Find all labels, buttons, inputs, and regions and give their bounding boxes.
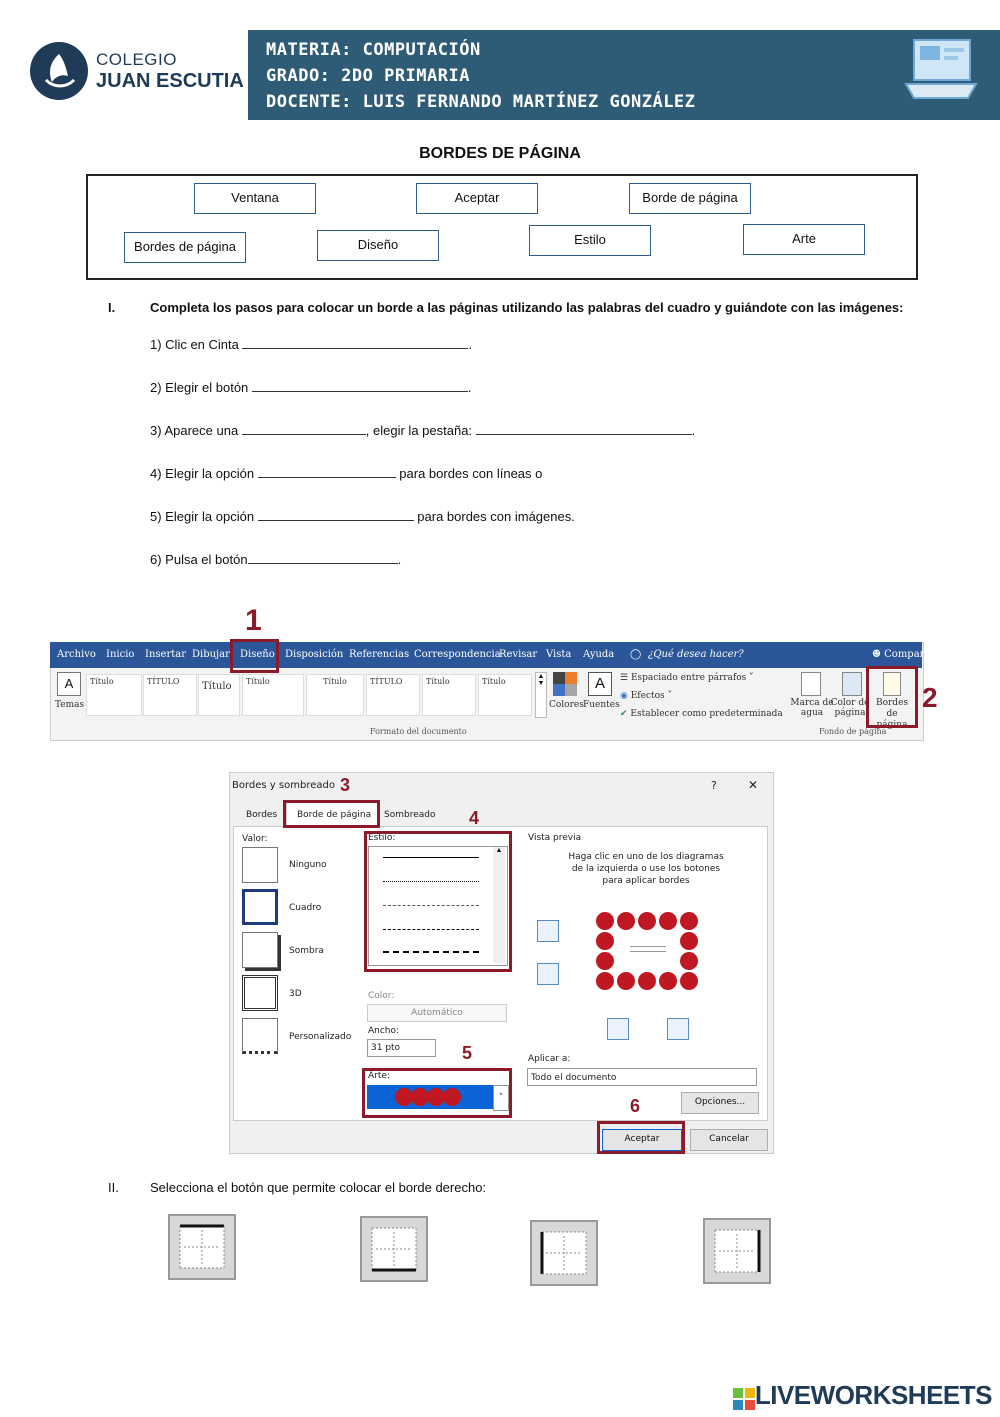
step-6-end: .: [397, 552, 402, 567]
callout-1: 1: [245, 604, 262, 637]
ribbon-tab-disposicion[interactable]: Disposición: [285, 649, 344, 660]
share-label: Compartir: [884, 649, 937, 660]
accept-highlight: [597, 1121, 685, 1154]
step-3-blank-b[interactable]: [476, 422, 692, 435]
answer-top-border[interactable]: [168, 1214, 236, 1280]
style-thumb-6[interactable]: [366, 674, 420, 716]
word-aceptar: Aceptar: [416, 183, 538, 214]
thumb-title-4: Título: [246, 677, 270, 686]
style-thumb-5[interactable]: [306, 674, 364, 716]
setting-box-icon[interactable]: [242, 889, 278, 925]
callout-3: 3: [340, 775, 351, 795]
word-borde-de-pagina: Borde de página: [629, 183, 751, 214]
step-4-blank[interactable]: [258, 465, 396, 478]
style-thumb-1[interactable]: [86, 674, 142, 716]
step-1-end: .: [468, 337, 473, 352]
tab-borde-de-pagina[interactable]: Borde de página: [297, 810, 372, 820]
lw-grid-icon: [733, 1386, 755, 1408]
page-borders-highlight: [866, 666, 918, 728]
step-1-text: 1) Clic en Cinta: [150, 337, 243, 352]
step-5-blank[interactable]: [258, 508, 414, 521]
lightbulb-icon: ◯: [630, 649, 642, 660]
style-thumb-3[interactable]: [198, 674, 240, 716]
thumb-title-3: Título: [202, 681, 232, 692]
step-4: [150, 465, 542, 481]
school-logo: [30, 42, 88, 100]
step-6-blank[interactable]: [248, 551, 398, 564]
style-list-highlight: [364, 831, 512, 972]
callout-4: 4: [469, 808, 480, 828]
thumb-title-6: TÍTULO: [370, 677, 403, 686]
liveworksheets-logo: [733, 1380, 992, 1411]
thumb-title-8: Título: [482, 677, 506, 686]
word-diseno: Diseño: [317, 230, 439, 261]
set-default-label: Establecer como predeterminada: [630, 709, 783, 719]
tell-me-search[interactable]: ¿Qué desea hacer?: [648, 649, 744, 660]
document-format-group: Formato del documento: [370, 727, 467, 736]
step-6-text: 6) Pulsa el botón: [150, 552, 248, 567]
step-1-blank[interactable]: [242, 336, 468, 349]
themes-icon: A: [57, 672, 81, 696]
width-value: 31 pto: [371, 1043, 401, 1053]
laptop-icon: [902, 36, 980, 111]
word-bordes-de-pagina: Bordes de página: [124, 232, 246, 263]
watermark-label[interactable]: Marca de agua: [790, 698, 834, 718]
effects-icon: ◉: [620, 691, 628, 701]
art-dropdown-arrow[interactable]: ˅: [493, 1085, 509, 1111]
step-3: [150, 422, 695, 438]
step-3-middle: , elegir la pestaña:: [365, 423, 476, 438]
section-1-instruction: Completa los pasos para colocar un borde a las páginas utilizando las palabras del cuadro y guiándote con las imágenes:: [150, 300, 904, 315]
callout-5: 5: [462, 1043, 473, 1063]
step-1: [150, 336, 472, 352]
check-icon: ✔: [620, 709, 628, 719]
preview-hint: Haga clic en uno de los diagramas de la izquierda o use los botones para aplicar bordes: [568, 852, 724, 886]
diseno-tab-highlight: [230, 639, 279, 673]
word-arte: Arte: [743, 224, 865, 255]
close-icon[interactable]: ✕: [748, 778, 759, 792]
ribbon-tab-dibujar[interactable]: Dibujar: [192, 649, 230, 660]
setting-custom-label: Personalizado: [289, 1032, 352, 1042]
step-4-text: 4) Elegir la opción: [150, 466, 258, 481]
colors-icon: [553, 672, 577, 696]
answer-bottom-border[interactable]: [360, 1216, 428, 1282]
step-3-text: 3) Aparece una: [150, 423, 242, 438]
callout-2: 2: [922, 682, 938, 713]
word-ventana: Ventana: [194, 183, 316, 214]
setting-none-label: Ninguno: [289, 860, 327, 870]
style-label: Estilo:: [368, 833, 396, 843]
colors-label[interactable]: Colores: [549, 700, 584, 710]
setting-box-label: Cuadro: [289, 903, 322, 913]
step-2-text: 2) Elegir el botón: [150, 380, 252, 395]
width-label: Ancho:: [368, 1026, 400, 1036]
setting-shadow-icon[interactable]: [242, 932, 278, 968]
style-scrollbar[interactable]: ▲: [493, 847, 505, 963]
options-button[interactable]: Opciones...: [681, 1092, 759, 1114]
step-3-end: .: [691, 423, 696, 438]
share-button[interactable]: [872, 649, 936, 660]
setting-3d-label: 3D: [289, 989, 302, 999]
ribbon-tab-vista[interactable]: Vista: [546, 649, 572, 660]
word-estilo: Estilo: [529, 225, 651, 256]
step-3-blank-a[interactable]: [242, 422, 366, 435]
dialog-title: Bordes y sombreado: [232, 780, 335, 791]
art-highlight: [362, 1068, 512, 1118]
fonts-label[interactable]: Fuentes: [583, 700, 620, 710]
page-title: BORDES DE PÁGINA: [419, 145, 581, 162]
setting-none-icon[interactable]: [242, 847, 278, 883]
color-select[interactable]: [367, 1004, 507, 1022]
section-2-instruction: Selecciona el botón que permite colocar el borde derecho:: [150, 1180, 487, 1195]
bottom-border-button[interactable]: [537, 963, 559, 985]
step-5-text: 5) Elegir la opción: [150, 509, 258, 524]
set-default[interactable]: [620, 709, 783, 719]
apply-to-label: Aplicar a:: [528, 1054, 571, 1064]
effects-label: Efectos: [630, 691, 665, 701]
lw-brand-text: LIVEWORKSHEETS: [754, 1380, 992, 1410]
setting-custom-icon[interactable]: [242, 1018, 278, 1054]
fonts-icon: A: [588, 672, 612, 696]
answer-left-border[interactable]: [530, 1220, 598, 1286]
apply-to-select[interactable]: [527, 1068, 757, 1086]
step-5-end: para bordes con imágenes.: [413, 509, 575, 524]
themes-label[interactable]: Temas: [55, 700, 85, 710]
spacing-icon: ☰: [620, 673, 629, 683]
step-2: [150, 379, 472, 395]
ribbon-tab-archivo[interactable]: Archivo: [57, 649, 96, 660]
style-thumb-7[interactable]: [422, 674, 476, 716]
teacher-line: DOCENTE: LUIS FERNANDO MARTÍNEZ GONZÁLEZ: [266, 92, 696, 112]
thumb-title-5: Título: [323, 677, 347, 686]
help-icon[interactable]: ?: [711, 779, 717, 792]
page-background-group: Fondo de página: [819, 727, 887, 736]
right-border-button[interactable]: [667, 1018, 689, 1040]
watermark-icon: [801, 672, 821, 696]
section-2-number: II.: [108, 1180, 119, 1195]
effects[interactable]: ◉ Efectos ˅: [620, 691, 673, 701]
style-thumb-4[interactable]: [242, 674, 304, 716]
spacing-label: Espaciado entre párrafos: [630, 673, 747, 683]
preview-label: Vista previa: [528, 833, 582, 843]
page-border-tab-highlight: [283, 800, 380, 828]
style-thumb-2[interactable]: [143, 674, 197, 716]
school-name-top: COLEGIO: [96, 50, 177, 69]
step-2-blank[interactable]: [252, 379, 468, 392]
section-1-number: I.: [108, 300, 116, 315]
page-color-label[interactable]: Color de página: [830, 698, 870, 718]
ribbon-tab-correspondencia[interactable]: Correspondencia: [414, 649, 501, 660]
ribbon-tab-referencias[interactable]: Referencias: [349, 649, 410, 660]
top-border-button[interactable]: [537, 920, 559, 942]
accept-button[interactable]: Aceptar: [602, 1129, 682, 1151]
page-borders-label-2: de página: [876, 709, 908, 730]
ribbon-tab-ayuda[interactable]: Ayuda: [583, 649, 615, 660]
subject-line: MATERIA: COMPUTACIÓN: [266, 40, 481, 60]
ribbon-tab-revisar[interactable]: Revisar: [499, 649, 538, 660]
preview-page: [596, 912, 700, 990]
setting-label: Valor:: [242, 834, 268, 844]
thumb-title-7: Título: [426, 677, 450, 686]
grade-line: GRADO: 2DO PRIMARIA: [266, 66, 470, 86]
setting-3d-icon[interactable]: [242, 975, 278, 1011]
width-spinner[interactable]: [367, 1039, 436, 1057]
step-4-end: para bordes con líneas o: [395, 466, 543, 481]
apply-to-value: Todo el documento: [531, 1073, 617, 1083]
answer-right-border[interactable]: [703, 1218, 771, 1284]
setting-shadow-label: Sombra: [289, 946, 324, 956]
thumb-title-1: Título: [90, 677, 114, 686]
callout-6: 6: [630, 1096, 641, 1116]
tab-bordes[interactable]: Bordes: [246, 810, 278, 820]
ribbon-tab-diseno[interactable]: Diseño: [240, 649, 275, 660]
style-thumb-8[interactable]: [478, 674, 532, 716]
ribbon-tab-inicio[interactable]: Inicio: [106, 649, 135, 660]
page-color-icon: [842, 672, 862, 696]
ribbon-tab-insertar[interactable]: Insertar: [145, 649, 186, 660]
art-label: Arte:: [368, 1071, 390, 1081]
step-5: [150, 508, 575, 524]
color-label: Color:: [368, 991, 395, 1001]
color-value: Automático: [411, 1008, 463, 1018]
tab-sombreado[interactable]: Sombreado: [384, 810, 436, 820]
paragraph-spacing[interactable]: ☰ Espaciado entre párrafos ˅: [620, 673, 754, 683]
school-name-bottom: JUAN ESCUTIA: [96, 70, 244, 92]
step-6: [150, 551, 401, 567]
cancel-button[interactable]: Cancelar: [690, 1129, 768, 1151]
gallery-scroll[interactable]: ▲ ▼: [535, 672, 547, 718]
step-2-end: .: [467, 380, 472, 395]
thumb-title-2: TÍTULO: [147, 677, 180, 686]
page-borders-label-1: Bordes: [875, 698, 909, 708]
person-icon: ☻: [872, 649, 881, 660]
left-border-button[interactable]: [607, 1018, 629, 1040]
